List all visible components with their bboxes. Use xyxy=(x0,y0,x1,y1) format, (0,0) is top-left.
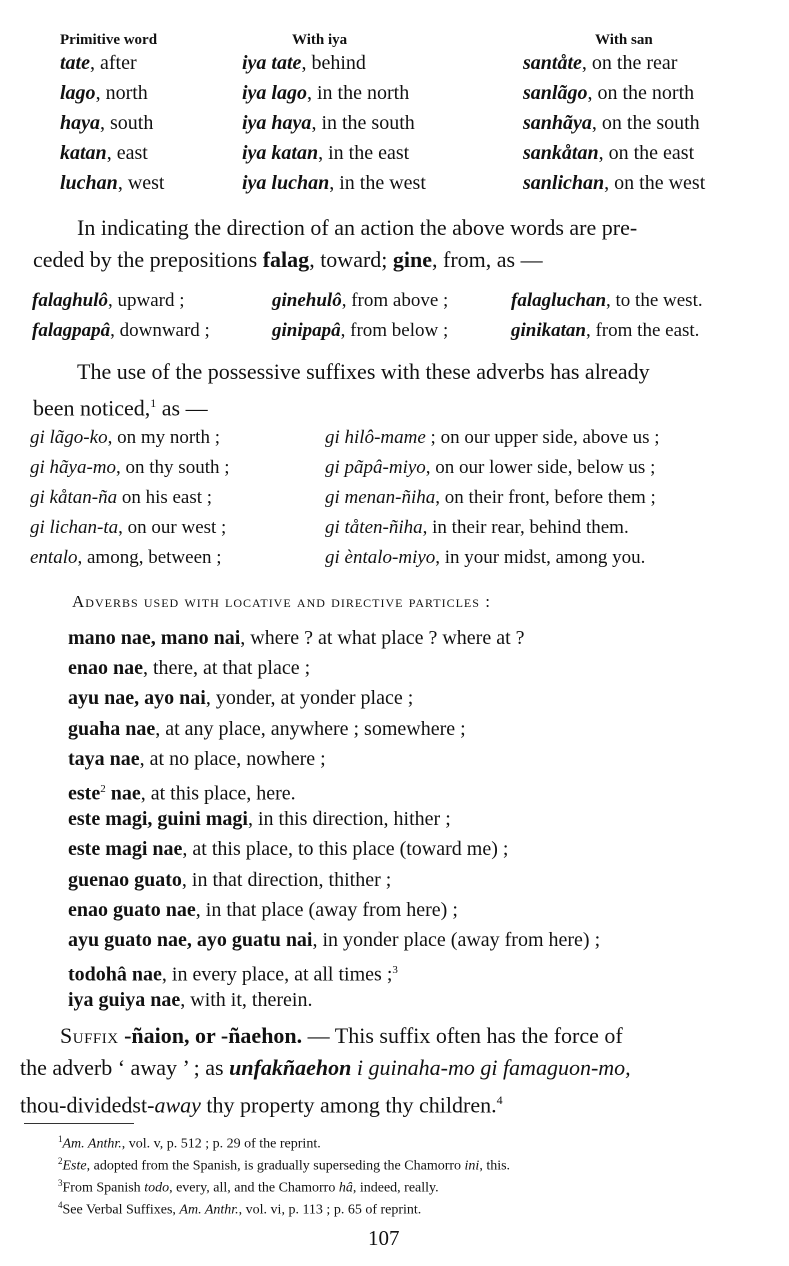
iya-word: iya lago xyxy=(242,82,307,104)
adverb-gloss: , yonder, at yonder place ; xyxy=(205,687,414,710)
footnote-number: 1 xyxy=(58,1134,63,1144)
adverb-gloss: , at this place, to this place (toward me) ; xyxy=(182,838,509,861)
san-word-cell xyxy=(523,142,695,165)
example-word: ginipapâ xyxy=(272,320,341,341)
example-word: gi lichan-ta xyxy=(30,517,119,538)
primitive-word-cell xyxy=(60,112,154,135)
adverb-gloss: , in that direction, thither ; xyxy=(181,868,392,891)
adverb-term: ayu guato nae, ayo guatu nai xyxy=(68,928,313,951)
primitive-word-cell xyxy=(60,82,148,105)
gloss: , in the north xyxy=(307,82,410,104)
footnote-text: , vol. v, p. 512 ; p. 29 of the reprint. xyxy=(121,1136,321,1152)
suffix-forms: -ñaion, or -ñaehon. xyxy=(118,1023,303,1048)
gloss: , north xyxy=(95,82,148,104)
adverb-gloss: , in yonder place (away from here) ; xyxy=(312,928,601,951)
header-primitive-word: Primitive word xyxy=(60,32,158,48)
paragraph-direction-line1 xyxy=(77,212,637,244)
footnotes xyxy=(58,1128,510,1216)
adverb-term: enao guato nae xyxy=(68,898,196,921)
footnote-italic: Este xyxy=(62,1158,87,1174)
example-word: falagpapâ xyxy=(32,320,111,341)
adverb-gloss: , with it, therein. xyxy=(180,989,313,1012)
gloss: , to the west. xyxy=(606,290,703,311)
adverb-entry xyxy=(68,623,600,653)
example-word: unfakñaehon xyxy=(229,1055,352,1080)
iya-word-cell xyxy=(242,52,366,75)
possessive-example xyxy=(325,547,645,569)
primitive-word: lago xyxy=(60,82,96,104)
primitive-word: tate xyxy=(60,52,90,74)
gloss: , on the west xyxy=(604,172,706,194)
gloss: , among, between ; xyxy=(77,547,222,568)
footnote-ref: 3 xyxy=(392,964,398,977)
gloss: , south xyxy=(100,112,154,134)
primitive-word: luchan xyxy=(60,172,118,194)
primitive-word: katan xyxy=(60,142,107,164)
adverb-term: nae xyxy=(105,782,141,805)
san-word: sanlãgo xyxy=(523,82,588,104)
san-word: sanhãya xyxy=(523,112,592,134)
adverb-gloss: , at any place, anywhere ; somewhere ; xyxy=(155,717,466,740)
gloss: , from above ; xyxy=(341,290,449,311)
footnote-text: , adopted from the Spanish, is gradually superseding the Chamorro xyxy=(86,1158,465,1174)
primitive-word-cell xyxy=(60,172,165,195)
adverb-term: enao nae xyxy=(68,657,143,680)
gloss: , in their rear, behind them. xyxy=(422,517,629,538)
possessive-example xyxy=(325,457,655,479)
paragraph-text: , toward; xyxy=(309,247,393,272)
adverb-entry xyxy=(68,955,600,985)
header-with-san: With san xyxy=(595,32,653,48)
possessive-example xyxy=(325,487,656,509)
paragraph-text: In indicating the direction of an action the above words are pre- xyxy=(77,215,638,240)
footnote-number: 2 xyxy=(58,1156,63,1166)
footnote-text: See Verbal Suffixes, xyxy=(62,1202,180,1218)
iya-word: iya luchan xyxy=(242,172,330,194)
adverb-entry xyxy=(68,985,600,1015)
gloss: , in the south xyxy=(311,112,415,134)
san-word-cell xyxy=(523,112,700,135)
table-row xyxy=(60,112,760,142)
gloss: on his east ; xyxy=(117,487,213,508)
adverb-gloss: , in this direction, hither ; xyxy=(248,808,451,831)
footnote-number: 3 xyxy=(58,1178,63,1188)
iya-word: iya katan xyxy=(242,142,319,164)
adverbs-heading: Adverbs used with locative and directive particles : xyxy=(72,592,491,611)
direction-example xyxy=(272,320,448,342)
example-word: entalo xyxy=(30,547,78,568)
footnote-ref: 2 xyxy=(100,782,106,795)
iya-word-cell xyxy=(242,112,415,135)
footnote xyxy=(58,1194,510,1216)
example-phrase: i guinaha-mo gi famaguon-mo, xyxy=(351,1055,631,1080)
gloss: , on our west ; xyxy=(118,517,227,538)
gloss: , on thy south ; xyxy=(116,457,230,478)
gloss: , west xyxy=(117,172,165,194)
gloss: , after xyxy=(90,52,137,74)
footnote-text: , every, all, and the Chamorro xyxy=(169,1180,339,1196)
gloss: , on the east xyxy=(598,142,695,164)
adverb-term: mano nae, mano nai xyxy=(68,627,241,649)
gloss: , behind xyxy=(301,52,366,74)
gloss: , on their front, before them ; xyxy=(435,487,656,508)
san-word-cell xyxy=(523,82,695,105)
possessive-example xyxy=(30,457,230,479)
adverb-term: iya guiya nae xyxy=(68,989,181,1012)
footnote-italic: Am. Anthr. xyxy=(62,1136,122,1152)
adverb-term: taya nae xyxy=(68,747,140,770)
emphasis-away: away xyxy=(154,1092,201,1118)
paragraph-text: as — xyxy=(156,395,208,421)
gloss: , in the west xyxy=(329,172,426,194)
header-with-iya: With iya xyxy=(292,32,348,48)
possessive-example xyxy=(30,547,222,569)
gloss: , downward ; xyxy=(110,320,210,341)
gloss: , from below ; xyxy=(340,320,449,341)
direction-example xyxy=(511,290,703,312)
footnote-text: , indeed, really. xyxy=(352,1180,439,1196)
adverb-entry xyxy=(68,804,600,834)
adverb-term: este magi nae xyxy=(68,838,183,861)
footnote xyxy=(58,1128,510,1150)
table-row xyxy=(60,172,760,202)
footnote xyxy=(58,1150,510,1172)
paragraph-possessive-line1 xyxy=(77,356,650,388)
footnote-italic: ini xyxy=(464,1158,480,1174)
example-word: gi tåten-ñiha xyxy=(325,517,423,538)
san-word: sanlichan xyxy=(523,172,605,194)
adverb-term: ayu nae, ayo nai xyxy=(68,687,206,710)
gloss: ; on our upper side, above us ; xyxy=(425,427,660,448)
possessive-example xyxy=(30,487,212,509)
example-word: gi pãpâ-miyo xyxy=(325,457,426,478)
adverb-gloss: , in every place, at all times ; xyxy=(161,963,393,986)
possessive-example xyxy=(30,427,220,449)
primitive-word-cell xyxy=(60,52,137,75)
gloss: , from the east. xyxy=(585,320,700,341)
gloss: , on our lower side, below us ; xyxy=(425,457,656,478)
adverb-entry xyxy=(68,683,600,713)
paragraph-text: thy property among thy children. xyxy=(200,1092,497,1118)
footnote-italic: Am. Anthr. xyxy=(179,1202,239,1218)
example-word: gi kåtan-ña xyxy=(30,487,118,508)
san-word-cell xyxy=(523,52,678,75)
paragraph-text: — This suffix often has the force of xyxy=(302,1023,623,1048)
direction-example xyxy=(32,290,185,312)
footnote-text: , vol. vi, p. 113 ; p. 65 of reprint. xyxy=(238,1202,422,1218)
adverb-gloss: , where ? at what place ? where at ? xyxy=(240,627,525,649)
example-word: gi èntalo-miyo xyxy=(325,547,436,568)
footnote-italic: todo xyxy=(144,1180,170,1196)
table-body xyxy=(60,52,760,202)
adverbs-list xyxy=(68,623,600,1015)
term-falag: falag xyxy=(262,247,310,272)
adverb-entry xyxy=(68,774,600,804)
adverb-entry xyxy=(68,895,600,925)
direction-example xyxy=(32,320,210,342)
suffix-label: Suffix xyxy=(60,1023,119,1048)
possessive-example xyxy=(30,517,226,539)
gloss: , on the north xyxy=(587,82,695,104)
footnote-italic: hâ xyxy=(338,1180,353,1196)
example-word: gi lãgo-ko xyxy=(30,427,108,448)
paragraph-text: thou-dividedst- xyxy=(20,1092,155,1118)
footnote-text: , this. xyxy=(479,1158,511,1174)
paragraph-possessive-line2 xyxy=(33,387,208,424)
suffix-paragraph-line3 xyxy=(20,1084,503,1121)
adverb-entry xyxy=(68,865,600,895)
example-word: gi hãya-mo xyxy=(30,457,117,478)
possessive-example xyxy=(325,427,660,449)
gloss: , on the rear xyxy=(581,52,678,74)
gloss: , in the east xyxy=(318,142,410,164)
primitive-word: haya xyxy=(60,112,100,134)
page-number: 107 xyxy=(368,1226,400,1250)
example-word: falagluchan xyxy=(511,290,607,311)
paragraph-text: the adverb ‘ away ’ ; as xyxy=(20,1055,230,1080)
suffix-paragraph-line1 xyxy=(60,1020,623,1052)
adverb-entry xyxy=(68,714,600,744)
table-header-row xyxy=(60,30,760,52)
footnote-ref: 4 xyxy=(496,1093,503,1107)
gloss: , in your midst, among you. xyxy=(435,547,646,568)
table-row xyxy=(60,82,760,112)
possessive-example xyxy=(325,517,629,539)
footnote xyxy=(58,1172,510,1194)
gloss: , east xyxy=(106,142,148,164)
suffix-paragraph-line2 xyxy=(20,1052,631,1084)
term-gine: gine xyxy=(392,247,433,272)
primitive-word-cell xyxy=(60,142,148,165)
gloss: , upward ; xyxy=(108,290,185,311)
table-row xyxy=(60,142,760,172)
san-word-cell xyxy=(523,172,706,195)
example-word: gi menan-ñiha xyxy=(325,487,436,508)
gloss: , on the south xyxy=(591,112,700,134)
san-word: santåte xyxy=(523,52,582,74)
adverb-entry xyxy=(68,653,600,683)
direction-example xyxy=(511,320,699,342)
adverb-gloss: , in that place (away from here) ; xyxy=(195,898,458,921)
adverb-term: este xyxy=(68,782,101,805)
adverb-term: guaha nae xyxy=(68,717,156,740)
direction-table xyxy=(60,30,760,202)
footnote-number: 4 xyxy=(58,1200,63,1210)
paragraph-direction-line2 xyxy=(33,244,543,276)
iya-word-cell xyxy=(242,142,410,165)
adverb-entry xyxy=(68,744,600,774)
direction-example xyxy=(272,290,448,312)
adverb-term: este magi, guini magi xyxy=(68,808,248,831)
footnote-ref: 1 xyxy=(150,396,157,410)
paragraph-text: The use of the possessive suffixes with these adverbs has already xyxy=(77,359,650,384)
adverb-entry xyxy=(68,925,600,955)
adverb-gloss: , there, at that place ; xyxy=(143,657,311,680)
adverb-entry xyxy=(68,834,600,864)
gloss: , on my north ; xyxy=(107,427,220,448)
iya-word-cell xyxy=(242,82,410,105)
footnote-divider xyxy=(24,1123,134,1124)
adverb-gloss: , at no place, nowhere ; xyxy=(139,747,326,770)
iya-word: iya haya xyxy=(242,112,312,134)
footnote-text: From Spanish xyxy=(62,1180,145,1196)
paragraph-text: been noticed, xyxy=(33,395,151,421)
iya-word-cell xyxy=(242,172,426,195)
san-word: sankåtan xyxy=(523,142,599,164)
table-row xyxy=(60,52,760,82)
example-word: gi hilô-mame xyxy=(325,427,426,448)
example-word: falaghulô xyxy=(32,290,109,311)
paragraph-text: ceded by the prepositions xyxy=(33,247,263,272)
adverb-gloss: , at this place, here. xyxy=(140,782,296,805)
example-word: ginehulô xyxy=(272,290,342,311)
adverb-term: guenao guato xyxy=(68,868,182,891)
example-word: ginikatan xyxy=(511,320,586,341)
adverb-term: todohâ nae xyxy=(68,963,162,986)
paragraph-text: , from, as — xyxy=(432,247,543,272)
iya-word: iya tate xyxy=(242,52,302,74)
